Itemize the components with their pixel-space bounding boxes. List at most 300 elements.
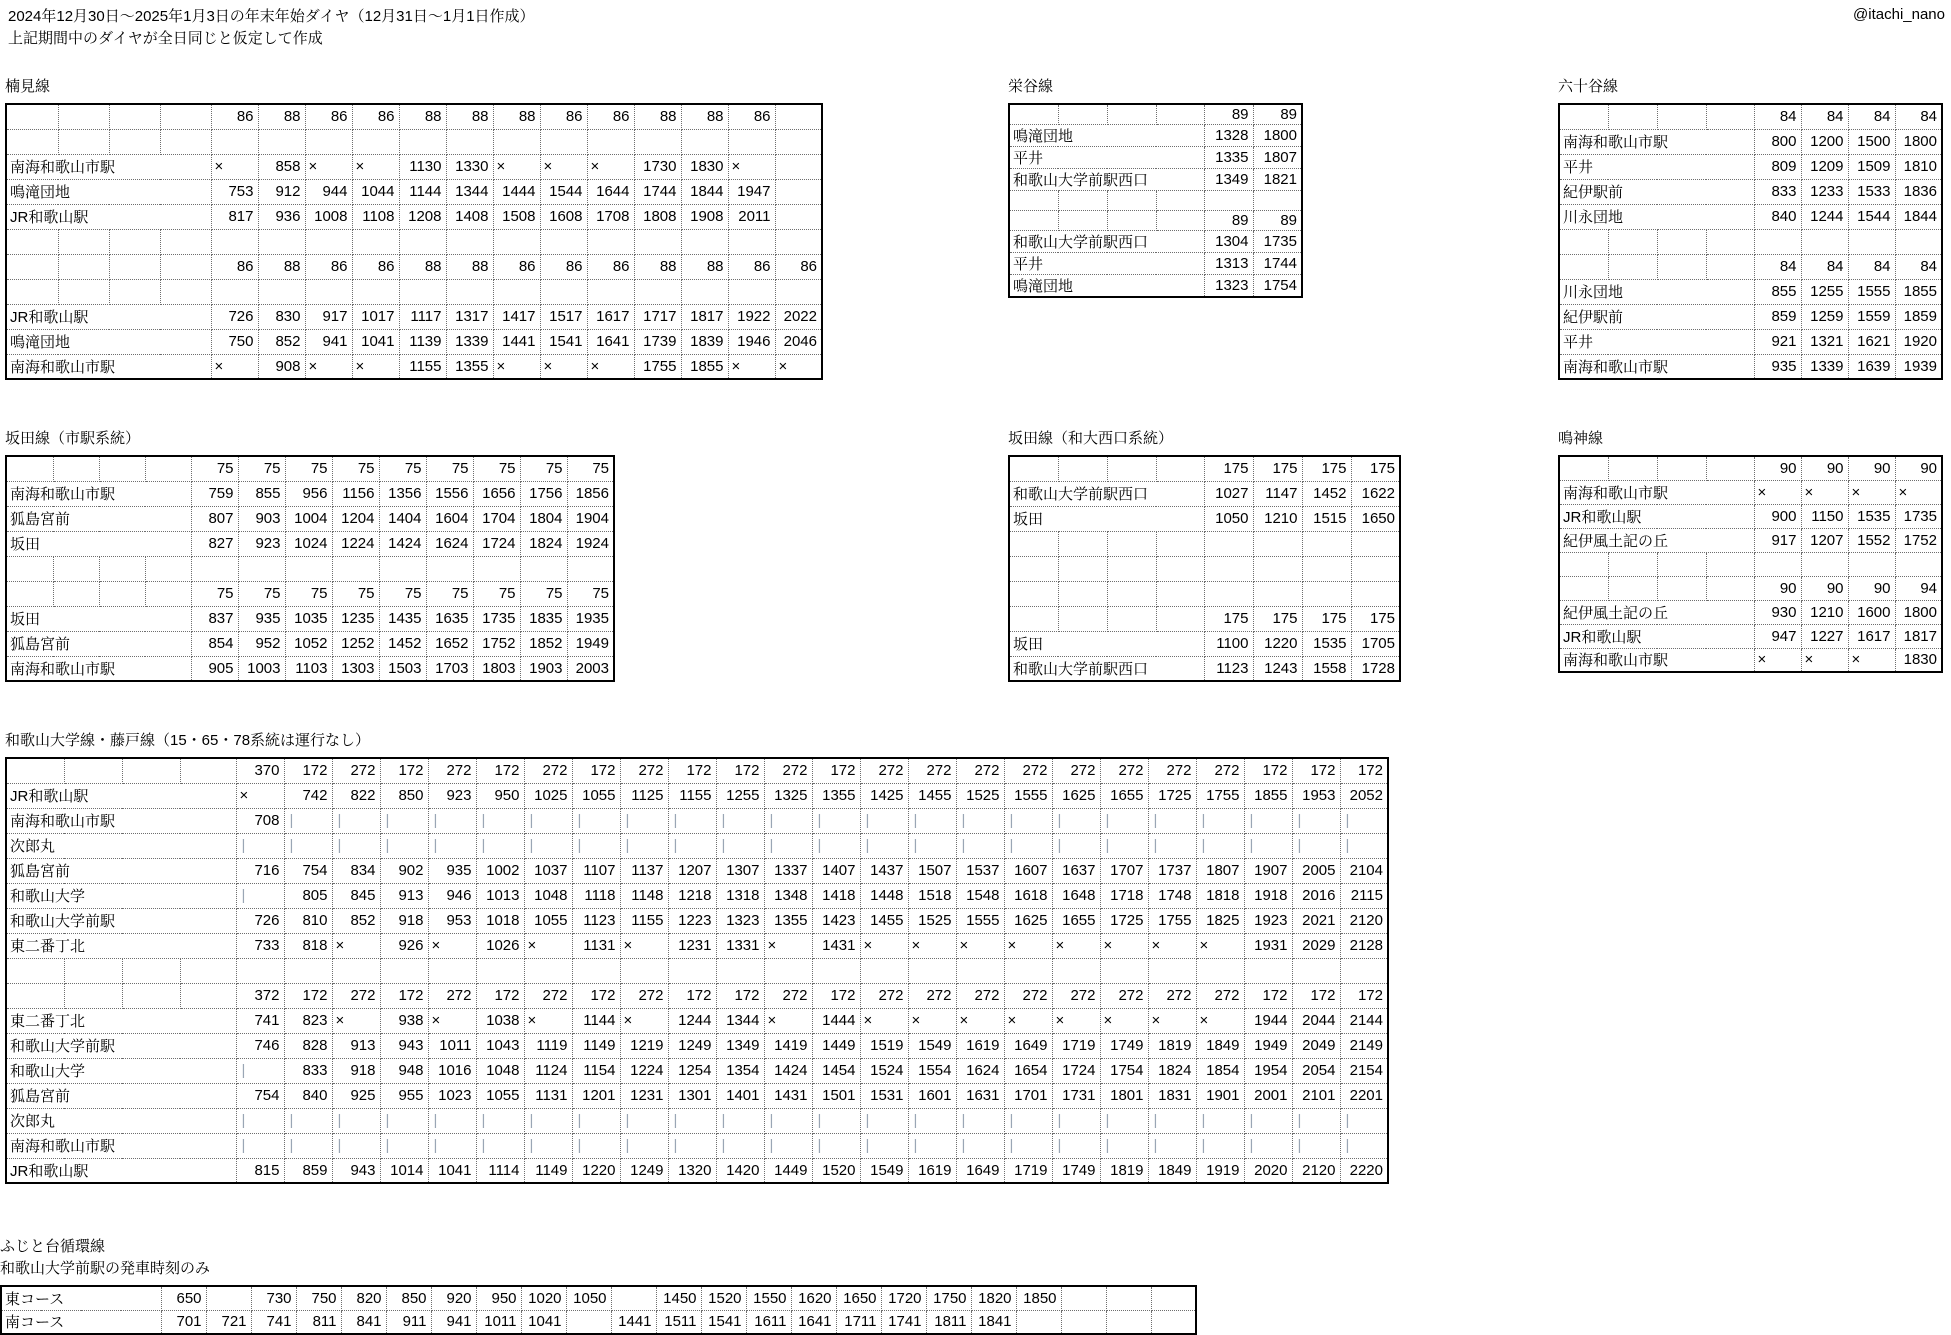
station-label: JR和歌山駅 xyxy=(1559,624,1754,648)
time-cell: 1703 xyxy=(426,656,473,681)
timetable-sakata2 xyxy=(1008,455,1401,682)
time-cell: 1323 xyxy=(716,908,764,933)
time-cell: 1355 xyxy=(446,354,493,379)
time-cell: 1731 xyxy=(1052,1083,1100,1108)
timetable-row xyxy=(1009,252,1302,274)
time-cell: 1735 xyxy=(1253,230,1302,252)
spacer-cell xyxy=(99,581,145,606)
time-cell: 1621 xyxy=(1848,329,1895,354)
time-cell: 800 xyxy=(1754,129,1801,154)
time-cell: 1908 xyxy=(681,204,728,229)
empty-cell xyxy=(211,229,258,254)
spacer-cell xyxy=(1559,576,1608,600)
time-cell: 1055 xyxy=(572,783,620,808)
empty-cell xyxy=(668,958,716,983)
time-cell: 1949 xyxy=(567,631,614,656)
time-cell: 1048 xyxy=(476,1058,524,1083)
route-number-cell: 272 xyxy=(1148,758,1196,783)
no-service-cell: × xyxy=(728,154,775,179)
time-cell: 1920 xyxy=(1895,329,1942,354)
empty-cell xyxy=(399,129,446,154)
route-number-cell: 172 xyxy=(812,758,860,783)
time-cell: 903 xyxy=(238,506,285,531)
time-cell: 1107 xyxy=(572,858,620,883)
time-cell: 1018 xyxy=(476,908,524,933)
spacer-cell xyxy=(1009,456,1058,481)
empty-cell xyxy=(956,958,1004,983)
route-table-block-sakata1 xyxy=(5,429,615,682)
time-cell: 2044 xyxy=(1292,1008,1340,1033)
time-cell: 1231 xyxy=(668,933,716,958)
time-cell: 1748 xyxy=(1148,883,1196,908)
empty-cell xyxy=(206,1286,251,1310)
time-cell: 1856 xyxy=(567,481,614,506)
time-cell: 1417 xyxy=(493,304,540,329)
time-cell: 936 xyxy=(258,204,305,229)
time-cell: 1944 xyxy=(1244,1008,1292,1033)
spacer-cell xyxy=(1009,531,1058,556)
station-label: 次郎丸 xyxy=(6,1108,236,1133)
time-cell: 1304 xyxy=(1204,230,1253,252)
spacer-cell xyxy=(1107,531,1156,556)
no-service-cell: × xyxy=(1801,480,1848,504)
time-cell: 1423 xyxy=(812,908,860,933)
time-cell: 1901 xyxy=(1196,1083,1244,1108)
timetable-row xyxy=(1559,528,1942,552)
spacer-cell xyxy=(109,279,160,304)
timetable-musota xyxy=(1558,103,1943,380)
time-cell: 1020 xyxy=(521,1286,566,1310)
spacer-cell xyxy=(6,958,64,983)
time-cell: 1335 xyxy=(1204,146,1253,168)
time-cell: 1531 xyxy=(860,1083,908,1108)
route-number-cell: 89 xyxy=(1253,210,1302,230)
blank-row xyxy=(6,229,822,254)
time-cell: 1552 xyxy=(1848,528,1895,552)
time-cell: 855 xyxy=(238,481,285,506)
spacer-cell xyxy=(1657,576,1706,600)
spacer-cell xyxy=(1009,556,1058,581)
empty-cell xyxy=(399,279,446,304)
spacer-cell xyxy=(1608,552,1657,576)
timetable-kusumi xyxy=(5,103,823,380)
empty-cell xyxy=(1848,552,1895,576)
time-cell: 1349 xyxy=(1204,168,1253,190)
through-bar-cell: | xyxy=(620,1133,668,1158)
route-number-cell: 172 xyxy=(476,983,524,1008)
spacer-cell xyxy=(1657,552,1706,576)
spacer-cell xyxy=(58,229,109,254)
time-cell: 730 xyxy=(251,1286,296,1310)
time-cell: 1123 xyxy=(1204,656,1253,681)
spacer-cell xyxy=(6,254,58,279)
time-cell: 1518 xyxy=(908,883,956,908)
route-number-cell: 86 xyxy=(352,254,399,279)
route-table-block-narukami xyxy=(1558,429,1943,673)
time-cell: 1244 xyxy=(668,1008,716,1033)
station-label: 和歌山大学前駅西口 xyxy=(1009,230,1204,252)
through-bar-cell: | xyxy=(332,1108,380,1133)
through-bar-cell: | xyxy=(428,833,476,858)
route-number-cell: 86 xyxy=(305,104,352,129)
timetable-row xyxy=(6,1108,1388,1133)
through-bar-cell: | xyxy=(572,1133,620,1158)
station-label: 東コース xyxy=(1,1286,161,1310)
station-label: JR和歌山駅 xyxy=(6,304,211,329)
time-cell: 1811 xyxy=(926,1310,971,1334)
spacer-cell xyxy=(180,983,236,1008)
timetable-row xyxy=(1009,656,1400,681)
time-cell: 902 xyxy=(380,858,428,883)
time-cell: 1836 xyxy=(1895,179,1942,204)
time-cell: 1208 xyxy=(399,204,446,229)
route-title: 鳴神線 xyxy=(1558,430,1604,447)
through-bar-cell: | xyxy=(380,1133,428,1158)
station-label: 紀伊駅前 xyxy=(1559,304,1754,329)
no-service-cell: × xyxy=(1848,648,1895,672)
spacer-cell xyxy=(1608,104,1657,129)
no-service-cell: × xyxy=(524,933,572,958)
empty-cell xyxy=(236,958,284,983)
through-bar-cell: | xyxy=(620,808,668,833)
time-cell: 1050 xyxy=(1204,506,1253,531)
time-cell: 1325 xyxy=(764,783,812,808)
empty-cell xyxy=(1253,556,1302,581)
empty-cell xyxy=(681,279,728,304)
through-bar-cell: | xyxy=(716,833,764,858)
spacer-cell xyxy=(1009,104,1058,124)
blank-row xyxy=(1009,581,1400,606)
timetable-row xyxy=(1559,504,1942,528)
time-cell: 1859 xyxy=(1895,304,1942,329)
timetable-row xyxy=(1559,154,1942,179)
time-cell: 1103 xyxy=(285,656,332,681)
time-cell: 918 xyxy=(380,908,428,933)
route-number-cell: 172 xyxy=(716,758,764,783)
time-cell: 1830 xyxy=(681,154,728,179)
time-cell: 1935 xyxy=(567,606,614,631)
time-cell: 2144 xyxy=(1340,1008,1388,1033)
empty-cell xyxy=(258,229,305,254)
no-service-cell: × xyxy=(1100,1008,1148,1033)
through-bar-cell: | xyxy=(956,1108,1004,1133)
time-cell: 1907 xyxy=(1244,858,1292,883)
route-number-cell: 75 xyxy=(426,456,473,481)
empty-cell xyxy=(305,229,352,254)
time-cell: 1123 xyxy=(572,908,620,933)
page-title-line2: 上記期間中のダイヤが全日同じと仮定して作成 xyxy=(8,30,323,47)
no-service-cell: × xyxy=(620,933,668,958)
station-label: 和歌山大学前駅 xyxy=(6,1033,236,1058)
time-cell: 1820 xyxy=(971,1286,1016,1310)
time-cell: 1155 xyxy=(620,908,668,933)
route-number-cell: 175 xyxy=(1351,456,1400,481)
through-bar-cell: | xyxy=(764,1133,812,1158)
no-service-cell: × xyxy=(1052,1008,1100,1033)
empty-cell xyxy=(1204,531,1253,556)
spacer-cell xyxy=(145,581,191,606)
station-label: JR和歌山駅 xyxy=(1559,504,1754,528)
timetable-row xyxy=(6,606,614,631)
spacer-cell xyxy=(6,758,64,783)
time-cell: 1719 xyxy=(1004,1158,1052,1183)
time-cell: 1704 xyxy=(473,506,520,531)
time-cell: 1554 xyxy=(908,1058,956,1083)
route-number-cell: 75 xyxy=(238,456,285,481)
time-cell: 1735 xyxy=(1895,504,1942,528)
time-cell: 1027 xyxy=(1204,481,1253,506)
through-bar-cell: | xyxy=(524,808,572,833)
route-number-cell: 272 xyxy=(956,983,1004,1008)
time-cell: 1708 xyxy=(587,204,634,229)
time-cell: 935 xyxy=(1754,354,1801,379)
empty-cell xyxy=(611,1286,656,1310)
time-cell: 1755 xyxy=(634,354,681,379)
through-bar-cell: | xyxy=(428,1133,476,1158)
time-cell: 1800 xyxy=(1253,124,1302,146)
station-label: 坂田 xyxy=(6,531,191,556)
timetable-sakaedani xyxy=(1008,103,1303,298)
time-cell: 753 xyxy=(211,179,258,204)
time-cell: 1525 xyxy=(956,783,1004,808)
station-label: 狐島宮前 xyxy=(6,858,236,883)
spacer-cell xyxy=(1706,229,1754,254)
time-cell: 828 xyxy=(284,1033,332,1058)
through-bar-cell: | xyxy=(236,833,284,858)
through-bar-cell: | xyxy=(812,833,860,858)
blank-row xyxy=(6,129,822,154)
time-cell: 1055 xyxy=(524,908,572,933)
time-cell: 1218 xyxy=(668,883,716,908)
empty-cell xyxy=(681,129,728,154)
empty-cell xyxy=(860,958,908,983)
time-cell: 1337 xyxy=(764,858,812,883)
time-cell: 1923 xyxy=(1244,908,1292,933)
time-cell: 1844 xyxy=(1895,204,1942,229)
time-cell: 1026 xyxy=(476,933,524,958)
time-cell: 1220 xyxy=(572,1158,620,1183)
empty-cell xyxy=(1895,552,1942,576)
spacer-cell xyxy=(58,129,109,154)
empty-cell xyxy=(764,958,812,983)
spacer-cell xyxy=(53,456,99,481)
route-number-cell: 84 xyxy=(1801,104,1848,129)
time-cell: 754 xyxy=(236,1083,284,1108)
route-number-cell: 75 xyxy=(567,456,614,481)
time-cell: 841 xyxy=(341,1310,386,1334)
empty-cell xyxy=(775,179,822,204)
route-number-cell: 88 xyxy=(634,254,681,279)
time-cell: 1719 xyxy=(1052,1033,1100,1058)
route-number-cell: 90 xyxy=(1848,456,1895,480)
time-cell: 1749 xyxy=(1052,1158,1100,1183)
spacer-cell xyxy=(1608,254,1657,279)
timetable-row xyxy=(1559,329,1942,354)
time-cell: 2220 xyxy=(1340,1158,1388,1183)
empty-cell xyxy=(1351,531,1400,556)
time-cell: 953 xyxy=(428,908,476,933)
route-number-cell: 272 xyxy=(1100,983,1148,1008)
station-label: 南海和歌山市駅 xyxy=(1559,480,1754,504)
timetable-row xyxy=(1559,304,1942,329)
empty-cell xyxy=(587,229,634,254)
spacer-cell xyxy=(1058,104,1107,124)
spacer-cell xyxy=(1608,456,1657,480)
route-number-cell: 372 xyxy=(236,983,284,1008)
time-cell: 1855 xyxy=(1895,279,1942,304)
route-number-cell: 172 xyxy=(668,983,716,1008)
time-cell: 1125 xyxy=(620,783,668,808)
time-cell: 2005 xyxy=(1292,858,1340,883)
through-bar-cell: | xyxy=(476,833,524,858)
time-cell: 1819 xyxy=(1100,1158,1148,1183)
time-cell: 917 xyxy=(305,304,352,329)
time-cell: 1625 xyxy=(1004,908,1052,933)
station-label: 鳴滝団地 xyxy=(6,329,211,354)
no-service-cell: × xyxy=(764,933,812,958)
empty-cell xyxy=(567,556,614,581)
route-number-cell: 175 xyxy=(1302,456,1351,481)
time-cell: 1014 xyxy=(380,1158,428,1183)
empty-cell xyxy=(775,129,822,154)
time-cell: 1011 xyxy=(476,1310,521,1334)
through-bar-cell: | xyxy=(1292,833,1340,858)
time-cell: 1656 xyxy=(473,481,520,506)
through-bar-cell: | xyxy=(236,1108,284,1133)
time-cell: 2101 xyxy=(1292,1083,1340,1108)
no-service-cell: × xyxy=(587,154,634,179)
time-cell: 1724 xyxy=(473,531,520,556)
through-bar-cell: | xyxy=(1004,833,1052,858)
timetable-row xyxy=(6,933,1388,958)
time-cell: 1149 xyxy=(572,1033,620,1058)
time-cell: 815 xyxy=(236,1158,284,1183)
spacer-cell xyxy=(6,104,58,129)
time-cell: 1449 xyxy=(764,1158,812,1183)
time-cell: 1556 xyxy=(426,481,473,506)
time-cell: 941 xyxy=(431,1310,476,1334)
empty-cell xyxy=(1204,581,1253,606)
spacer-cell xyxy=(1058,606,1107,631)
through-bar-cell: | xyxy=(1100,1133,1148,1158)
time-cell: 938 xyxy=(380,1008,428,1033)
time-cell: 1139 xyxy=(399,329,446,354)
time-cell: 1404 xyxy=(379,506,426,531)
route-title: 和歌山大学線・藤戸線（15・65・78系統は運行なし） xyxy=(5,732,371,749)
time-cell: 1821 xyxy=(1253,168,1302,190)
time-cell: 1407 xyxy=(812,858,860,883)
time-cell: 1737 xyxy=(1148,858,1196,883)
spacer-cell xyxy=(1058,531,1107,556)
route-number-cell: 94 xyxy=(1895,576,1942,600)
spacer-cell xyxy=(1009,606,1058,631)
time-cell: 2001 xyxy=(1244,1083,1292,1108)
through-bar-cell: | xyxy=(620,1108,668,1133)
route-table-block-kusumi xyxy=(5,77,823,380)
through-bar-cell: | xyxy=(908,1108,956,1133)
time-cell: 1035 xyxy=(285,606,332,631)
time-cell: 1011 xyxy=(428,1033,476,1058)
time-cell: 941 xyxy=(305,329,352,354)
route-number-cell: 86 xyxy=(540,254,587,279)
time-cell: 1617 xyxy=(1848,624,1895,648)
time-cell: 1650 xyxy=(1351,506,1400,531)
spacer-cell xyxy=(53,556,99,581)
no-service-cell: × xyxy=(1052,933,1100,958)
time-cell: 820 xyxy=(341,1286,386,1310)
time-cell: 1255 xyxy=(1801,279,1848,304)
route-number-cell: 172 xyxy=(380,758,428,783)
spacer-cell xyxy=(1156,556,1204,581)
spacer-cell xyxy=(1657,104,1706,129)
through-bar-cell: | xyxy=(428,1108,476,1133)
timetable-row xyxy=(6,204,822,229)
station-label: 坂田 xyxy=(1009,506,1204,531)
time-cell: 1649 xyxy=(1004,1033,1052,1058)
through-bar-cell: | xyxy=(1148,808,1196,833)
time-cell: 1839 xyxy=(681,329,728,354)
empty-cell xyxy=(1302,581,1351,606)
through-bar-cell: | xyxy=(1004,1108,1052,1133)
route-number-cell: 172 xyxy=(380,983,428,1008)
time-cell: 926 xyxy=(380,933,428,958)
time-cell: 1755 xyxy=(1148,908,1196,933)
through-bar-cell: | xyxy=(284,1133,332,1158)
station-label: 南海和歌山市駅 xyxy=(1559,648,1754,672)
time-cell: 845 xyxy=(332,883,380,908)
time-cell: 1750 xyxy=(926,1286,971,1310)
empty-cell xyxy=(716,958,764,983)
timetable-row xyxy=(1559,204,1942,229)
route-number-cell: 75 xyxy=(567,581,614,606)
station-label: 東二番丁北 xyxy=(6,1008,236,1033)
empty-cell xyxy=(352,229,399,254)
spacer-cell xyxy=(6,129,58,154)
route-number-row xyxy=(1009,606,1400,631)
through-bar-cell: | xyxy=(812,808,860,833)
time-cell: 1946 xyxy=(728,329,775,354)
station-label: 川永団地 xyxy=(1559,204,1754,229)
time-cell: 1100 xyxy=(1204,631,1253,656)
route-number-cell: 272 xyxy=(860,758,908,783)
route-number-cell: 172 xyxy=(284,758,332,783)
station-label: 鳴滝団地 xyxy=(1009,124,1204,146)
time-cell: 1701 xyxy=(1004,1083,1052,1108)
time-cell: 1320 xyxy=(668,1158,716,1183)
route-number-cell: 175 xyxy=(1204,606,1253,631)
timetable-row xyxy=(1559,624,1942,648)
station-label: 南海和歌山市駅 xyxy=(6,354,211,379)
spacer-cell xyxy=(1058,456,1107,481)
time-cell: 1855 xyxy=(681,354,728,379)
time-cell: 1254 xyxy=(668,1058,716,1083)
time-cell: 950 xyxy=(476,1286,521,1310)
time-cell: 1420 xyxy=(716,1158,764,1183)
time-cell: 1339 xyxy=(446,329,493,354)
time-cell: 1844 xyxy=(681,179,728,204)
timetable-row xyxy=(1009,274,1302,297)
timetable-row xyxy=(1559,648,1942,672)
time-cell: 1947 xyxy=(728,179,775,204)
spacer-cell xyxy=(58,254,109,279)
time-cell: 811 xyxy=(296,1310,341,1334)
route-number-cell: 272 xyxy=(764,758,812,783)
time-cell: 1418 xyxy=(812,883,860,908)
route-number-cell: 75 xyxy=(379,581,426,606)
time-cell: 809 xyxy=(1754,154,1801,179)
time-cell: 1408 xyxy=(446,204,493,229)
time-cell: 1720 xyxy=(881,1286,926,1310)
